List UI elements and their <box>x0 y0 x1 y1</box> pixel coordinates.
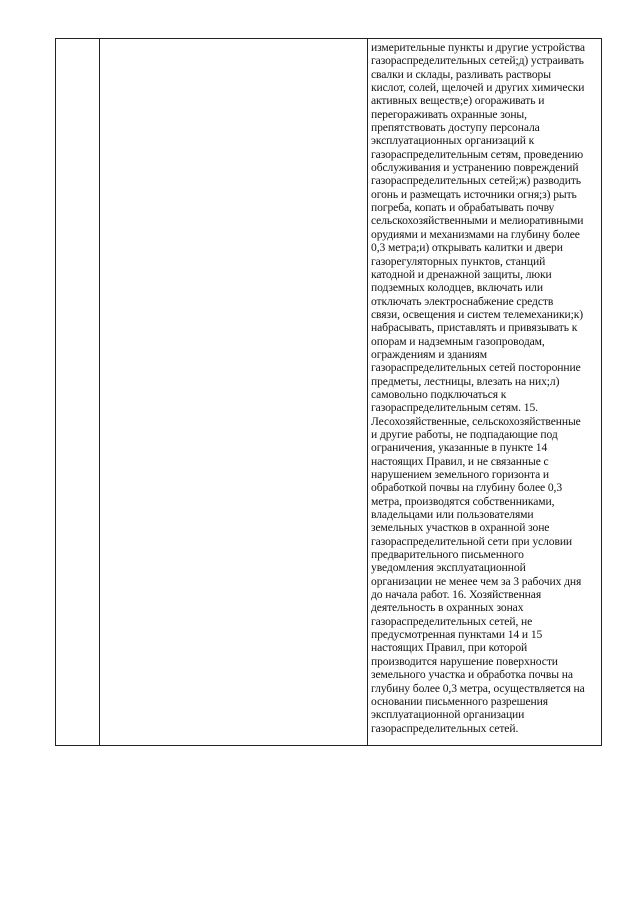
document-table <box>55 38 602 746</box>
column-divider <box>367 39 368 745</box>
table-cell-name <box>100 39 367 745</box>
table-cell-text: измерительные пункты и другие устройства газораспределительных сетей;д) устраивать свалки и склады, разливать растворы кислот, солей, щелочей и других химически активных веществ;е) огораживать и перегораживать охранные зоны, препятствовать доступу персонала эксплуатационных организаций к газораспределительным сетям, проведению обслуживания и устранению повреждений газораспределительных сетей;ж) разводить огонь и размещать источники огня;з) рыть погреба, копать и обрабатывать почву сельскохозяйственными и мелиоративными орудиями и механизмами на глубину более 0,3 метра;и) открывать калитки и двери газорегуляторных пунктов, станций катодной и дренажной защиты, люки подземных колодцев, включать или отключать электроснабжение средств связи, освещения и систем телемеханики;к) набрасывать, приставлять и привязывать к опорам и надземным газопроводам, ограждениям и зданиям газораспределительных сетей посторонние предметы, лестницы, влезать на них;л) самовольно подключаться к газораспределительным сетям. 15. Лесохозяйственные, сельскохозяйственные и другие работы, не подпадающие под ограничения, указанные в пункте 14 настоящих Правил, и не связанные с нарушением земельного горизонта и обработкой почвы на глубину более 0,3 метра, производятся собственниками, владельцами или пользователями земельных участков в охранной зоне газораспределительной сети при условии предварительного письменного уведомления эксплуатационной организации не менее чем за 3 рабочих дня до начала работ. 16. Хозяйственная деятельность в охранных зонах газораспределительных сетей, не предусмотренная пунктами 14 и 15 настоящих Правил, при которой производится нарушение поверхности земельного участка и обработка почвы на глубину более 0,3 метра, осуществляется на основании письменного разрешения эксплуатационной организации газораспределительных сетей. <box>371 41 585 735</box>
table-cell-number <box>56 39 99 745</box>
